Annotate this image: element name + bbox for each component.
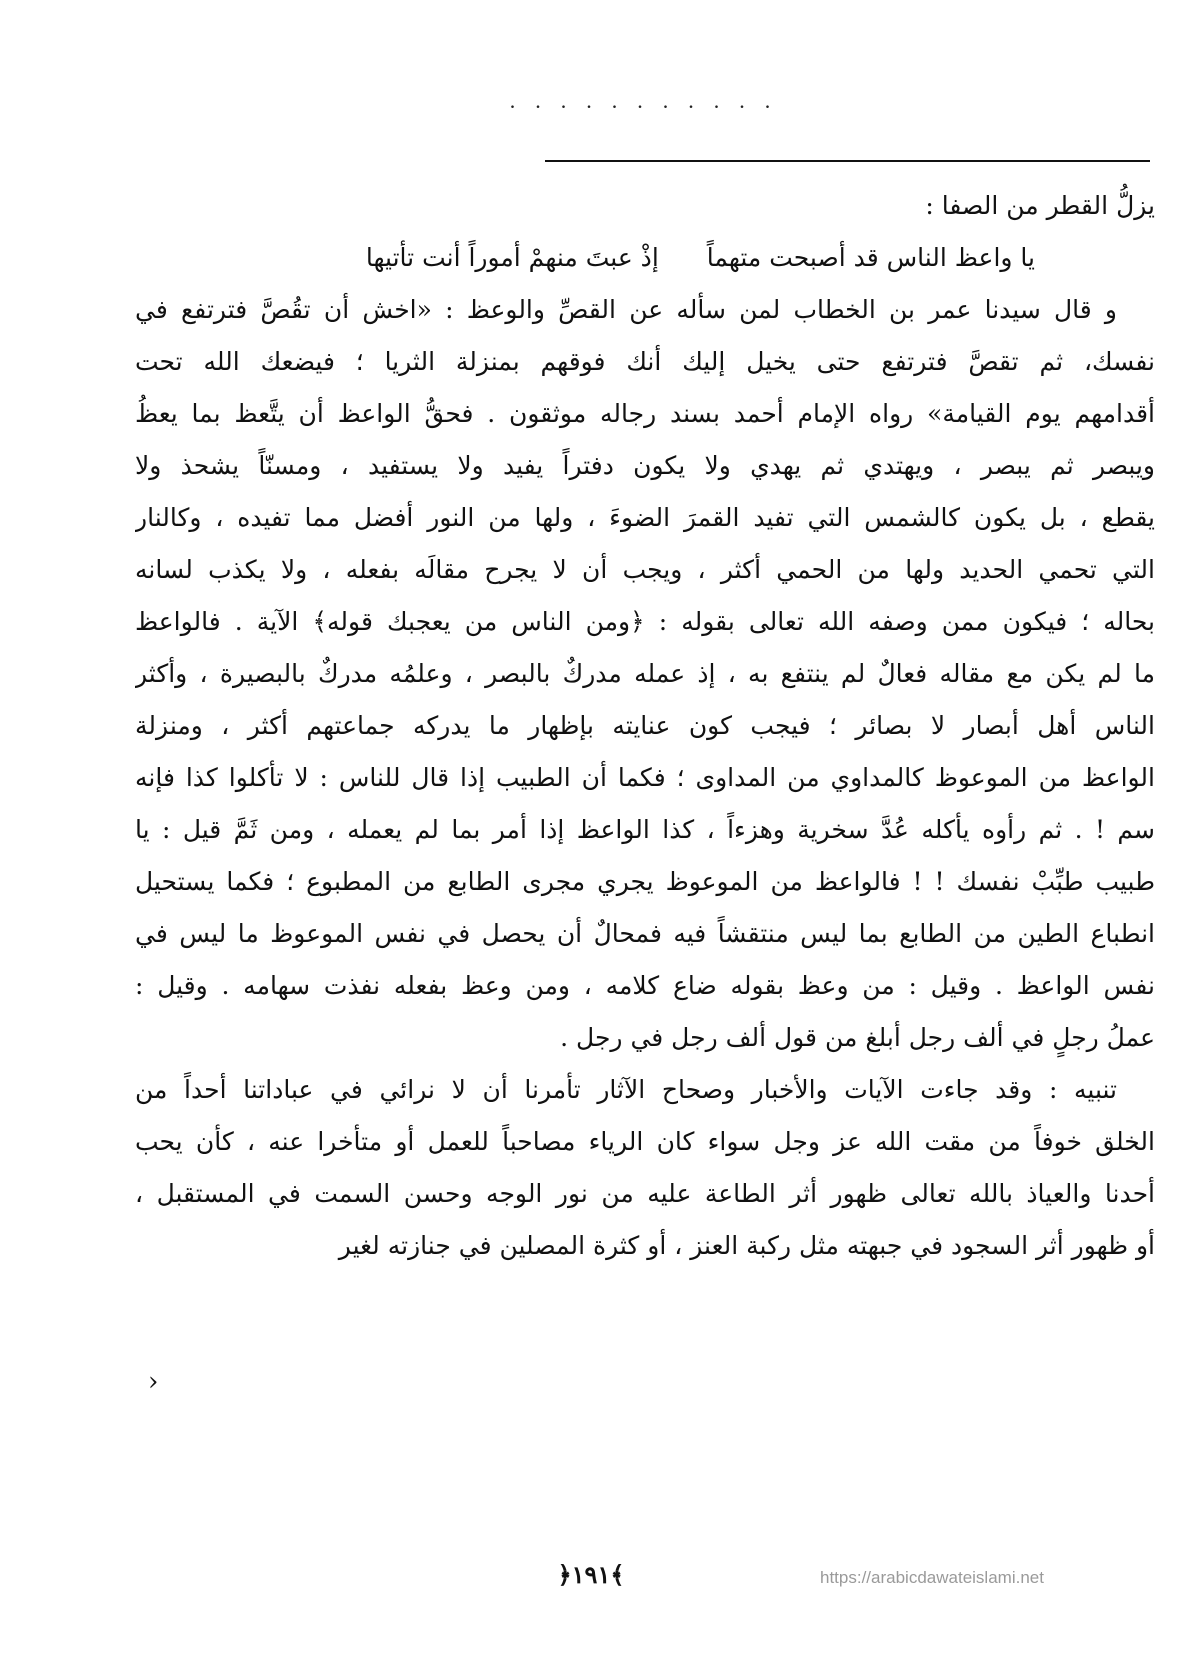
text-line-9: ما لم يكن مع مقاله فعالٌ لم ينتفع به ، إذ عمله مدركٌ بالبصر ، وعلمُه مدركٌ بالبصيرة ، وأكثر xyxy=(135,659,1155,688)
text-line-16: عملُ رجلٍ في ألف رجل أبلغ من قول ألف رجل في رجل . xyxy=(560,1023,1155,1052)
text-line-19: أحدنا والعياذ بالله تعالى ظهور أثر الطاعة عليه من نور الوجه وحسن السمت في المستقبل ، xyxy=(135,1179,1155,1208)
text-line-20: أو ظهور أثر السجود في جبهته مثل ركبة العنز ، أو كثرة المصلين في جنازته لغير xyxy=(338,1231,1155,1260)
text-line-15: نفس الواعظ . وقيل : من وعظ بقوله ضاع كلامه ، ومن وعظ بفعله نفذت سهامه . وقيل : xyxy=(135,971,1155,1000)
text-line-5: ويبصر ثم يبصر ، ويهتدي ثم يهدي ولا يكون دفتراً يفيد ولا يستفيد ، ومسنّاً يشحذ ولا xyxy=(135,451,1155,480)
watermark-url: https://arabicdawateislami.net xyxy=(820,1568,1044,1587)
text-line-6: يقطع ، بل يكون كالشمس التي تفيد القمرَ الضوءَ ، ولها من النور أفضل مما تفيده ، وكالنار xyxy=(135,503,1155,532)
text-line-17: تنبيه : وقد جاءت الآيات والأخبار وصحاح الآثار تأمرنا أن لا نرائي في عباداتنا أحداً من xyxy=(135,1075,1117,1104)
text-line-13: طبيب طبِّبْ نفسك ! ! فالواعظ من الموعوظ يجري مجرى الطابع من المطبوع ؛ فكما يستحيل xyxy=(135,867,1155,896)
text-line-3: نفسك، ثم تقصَّ فترتفع حتى يخيل إليك أنك فوقهم بمنزلة الثريا ؛ فيضعك الله تحت xyxy=(135,347,1155,376)
text-line-12: سم ! . ثم رأوه يأكله عُدَّ سخرية وهزءاً ، كذا الواعظ إذا أمر بما لم يعمله ، ومن ثَمَّ قيل : يا xyxy=(135,815,1155,844)
text-line-10: الناس أهل أبصار لا بصائر ؛ فيجب كون عنايته بإظهار ما يدركه جماعتهم أكثر ، ومنزلة xyxy=(135,711,1155,740)
text-line-2: و قال سيدنا عمر بن الخطاب لمن سأله عن القصِّ والوعظ : «اخش أن تقُصَّ فترتفع في xyxy=(135,295,1117,324)
text-line-8: بحاله ؛ فيكون ممن وصفه الله تعالى بقوله : ﴿ومن الناس من يعجبك قوله﴾ الآية . فالواعظ xyxy=(135,607,1155,636)
page-number: ﴿١٩١﴾ xyxy=(557,1560,625,1589)
header-dots: ........... xyxy=(509,88,791,113)
verse-first-hemistich: يا واعظ الناس قد أصبحت متهماً xyxy=(706,243,1035,272)
text-line-4: أقدامهم يوم القيامة» رواه الإمام أحمد بسند رجاله موثقون . فحقُّ الواعظ أن يتَّعظ بما يعظُ xyxy=(135,399,1155,428)
text-line-14: انطباع الطين من الطابع بما ليس منتقشاً فيه فمحالٌ أن يحصل في نفس الموعوظ ما ليس في xyxy=(135,919,1155,948)
poetry-verse xyxy=(135,232,1155,284)
verse-second-hemistich: إذْ عبتَ منهمْ أموراً أنت تأتيها xyxy=(365,243,659,272)
continuation-mark: › xyxy=(148,1367,159,1397)
page-body xyxy=(135,180,1155,1272)
text-line-18: الخلق خوفاً من مقت الله عز وجل سواء كان الرياء مصاحباً للعمل أو متأخرا عنه ، كأن يحب xyxy=(135,1127,1155,1156)
text-line-11: الواعظ من الموعوظ كالمداوي من المداوى ؛ فكما أن الطبيب إذا قال للناس : لا تأكلوا كذا فإنه xyxy=(135,763,1155,792)
text-line-1: يزلُّ القطر من الصفا : xyxy=(925,191,1155,220)
text-line-7: التي تحمي الحديد ولها من الحمي أكثر ، ويجب أن لا يجرح مقالَه بفعله ، ولا يكذب لسانه xyxy=(135,555,1155,584)
header-rule xyxy=(545,160,1150,162)
